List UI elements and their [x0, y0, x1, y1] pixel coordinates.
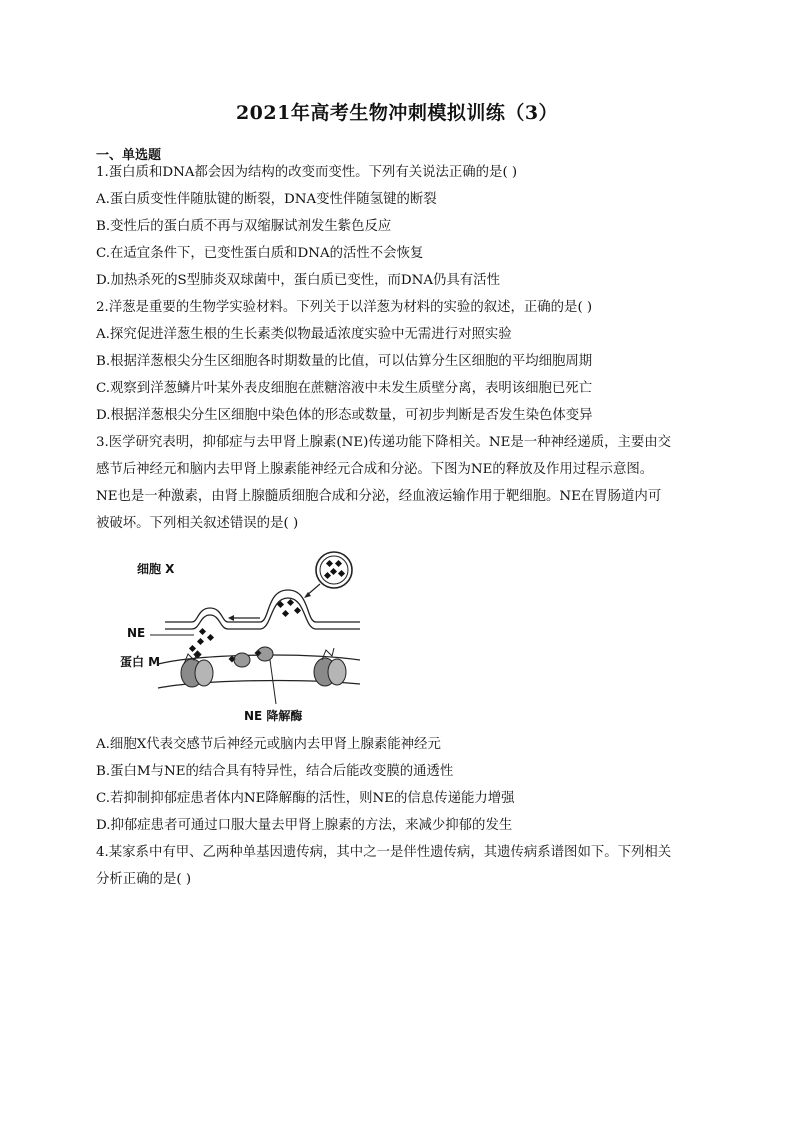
q3-stem-line-2: 感节后神经元和脑内去甲肾上腺素能神经元合成和分泌。下图为NE的释放及作用过程示意图。 [96, 462, 654, 477]
receptor-2 [314, 648, 346, 686]
direction-arrow [228, 615, 260, 621]
q1-stem: 1.蛋白质和DNA都会因为结构的改变而变性。下列有关说法正确的是( ) [96, 165, 518, 180]
q3-option-a: A.细胞X代表交感节后神经元或脑内去甲肾上腺素能神经元 [96, 737, 441, 752]
q1-option-a: A.蛋白质变性伴随肽键的断裂，DNA变性伴随氢键的断裂 [96, 192, 437, 207]
q3-option-d: D.抑郁症患者可通过口服大量去甲肾上腺素的方法，来减少抑郁的发生 [96, 818, 513, 833]
page-title: 2021年高考生物冲刺模拟训练（3） [235, 102, 559, 124]
q4-stem-line-2: 分析正确的是( ) [96, 872, 192, 887]
ne-label: NE [127, 626, 146, 640]
ne-release-diagram [120, 542, 380, 732]
q1-option-b: B.变性后的蛋白质不再与双缩脲试剂发生紫色反应 [96, 219, 392, 234]
q3-stem-line-4: 被破坏。下列相关叙述错误的是( ) [96, 516, 299, 531]
q4-stem-line-1: 4.某家系中有甲、乙两种单基因遗传病，其中之一是伴性遗传病，其遗传病系谱图如下。下列相关 [96, 845, 672, 860]
q3-stem-line-3: NE也是一种激素，由肾上腺髓质细胞合成和分泌，经血液运输作用于靶细胞。NE在胃肠道内可 [96, 489, 662, 504]
q2-option-b: B.根据洋葱根尖分生区细胞各时期数量的比值，可以估算分生区细胞的平均细胞周期 [96, 354, 593, 369]
q1-option-c: C.在适宜条件下，已变性蛋白质和DNA的活性不会恢复 [96, 246, 424, 261]
q3-option-b: B.蛋白M与NE的结合具有特异性，结合后能改变膜的通透性 [96, 764, 454, 779]
q2-option-c: C.观察到洋葱鳞片叶某外表皮细胞在蔗糖溶液中未发生质壁分离，表明该细胞已死亡 [96, 381, 593, 396]
q2-option-d: D.根据洋葱根尖分生区细胞中染色体的形态或数量，可初步判断是否发生染色体变异 [96, 408, 593, 423]
q3-stem-line-1: 3.医学研究表明，抑郁症与去甲肾上腺素(NE)传递功能下降相关。NE是一种神经递质，主要由交 [96, 435, 672, 450]
protein-m-receptor [181, 651, 213, 687]
q2-option-a: A.探究促进洋葱生根的生长素类似物最适浓度实验中无需进行对照实验 [96, 327, 512, 342]
q2-stem: 2.洋葱是重要的生物学实验材料。下列关于以洋葱为材料的实验的叙述，正确的是( ) [96, 300, 593, 315]
cleft-ne [189, 628, 214, 652]
vesicle [304, 552, 352, 598]
protein-m-label: 蛋白 M [120, 655, 161, 669]
q1-option-d: D.加热杀死的S型肺炎双球菌中，蛋白质已变性，而DNA仍具有活性 [96, 273, 500, 288]
ne-enzyme-label: NE 降解酶 [244, 709, 303, 723]
section-heading: 一、单选题 [96, 148, 162, 163]
cell-x-label: 细胞 X [137, 562, 175, 576]
presynaptic-membrane [165, 590, 360, 629]
q3-option-c: C.若抑制抑郁症患者体内NE降解酶的活性，则NE的信息传递能力增强 [96, 791, 515, 806]
